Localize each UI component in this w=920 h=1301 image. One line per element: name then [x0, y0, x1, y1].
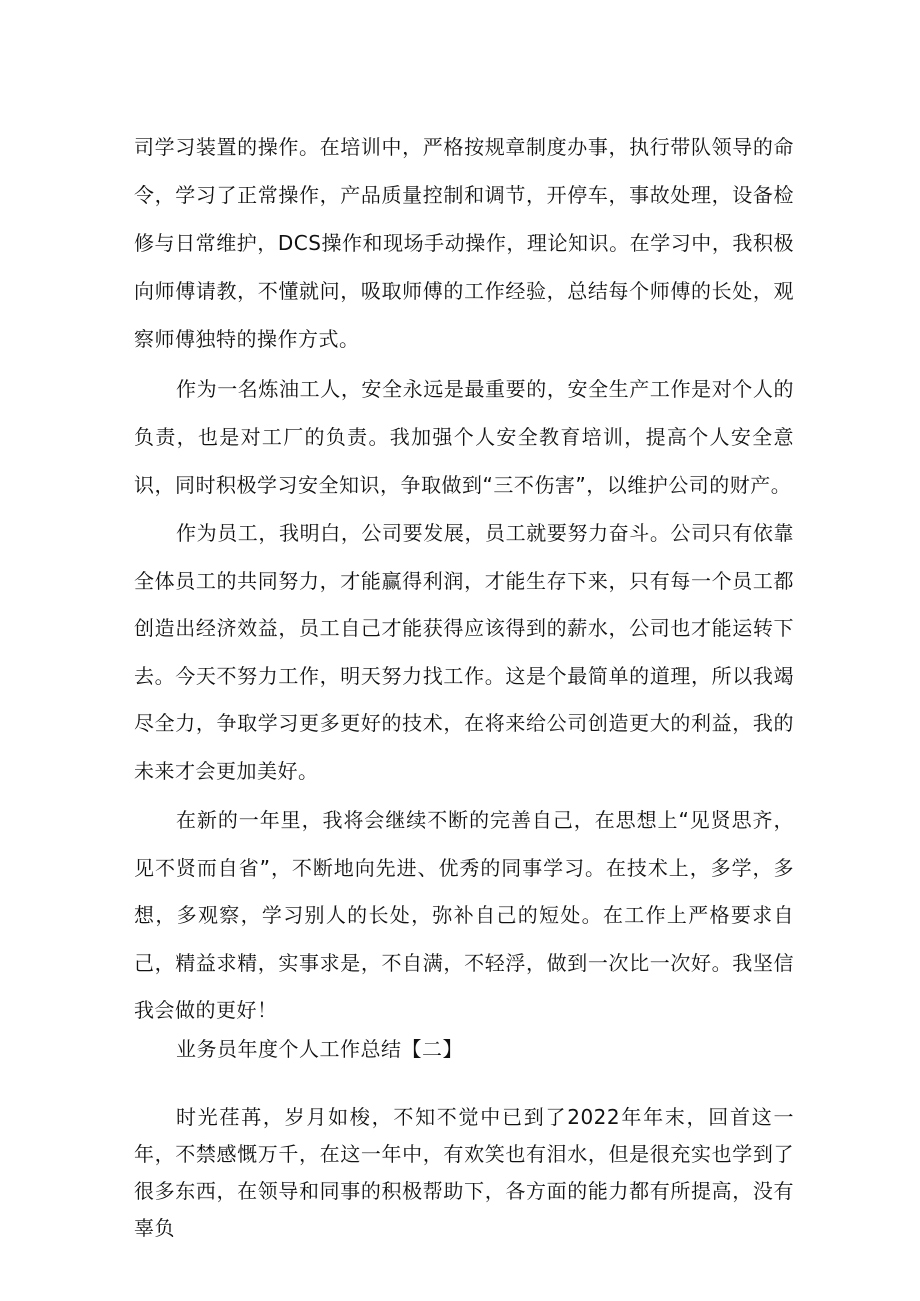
paragraph-text: 时光荏苒，岁月如梭，不知不觉中已到了2022年年末，回首这一年，不禁感慨万千，在这一年中，有欢笑也有泪水，但是很充实也学到了很多东西，在领导和同事的积极帮助下，各方面的能力都有所提高，没有辜负 [134, 1105, 794, 1240]
body-paragraph [134, 123, 794, 363]
body-paragraph [134, 797, 794, 1035]
body-paragraph [134, 510, 794, 795]
paragraph-text: 作为员工，我明白，公司要发展，员工就要努力奋斗。公司只有依靠全体员工的共同努力，才能赢得利润，才能生存下来，只有每一个员工都创造出经济效益，员工自己才能获得应该得到的薪水，公司也才能运转下去。今天不努力工作，明天努力找工作。这是个最简单的道理，所以我竭尽全力，争取学习更多更好的技术，在将来给公司创造更大的利益，我的未来才会更加美好。 [134, 521, 794, 783]
body-paragraph [134, 1099, 794, 1247]
paragraph-text: 司学习装置的操作。在培训中，严格按规章制度办事，执行带队领导的命令，学习了正常操作，产品质量控制和调节，开停车，事故处理，设备检修与日常维护，DCS操作和现场手动操作，理论知识。在学习中，我积极向师傅请教，不懂就问，吸取师傅的工作经验，总结每个师傅的长处，观察师傅独特的操作方式。 [134, 135, 794, 351]
paragraph-text: 作为一名炼油工人，安全永远是最重要的，安全生产工作是对个人的负责，也是对工厂的负责。我加强个人安全教育培训，提高个人安全意识，同时积极学习安全知识，争取做到“三不伤害”，以维护公司的财产。 [134, 377, 794, 497]
body-paragraph [134, 365, 794, 509]
paragraph-text: 在新的一年里，我将会继续不断的完善自己，在思想上“见贤思齐，见不贤而自省”，不断地向先进、优秀的同事学习。在技术上，多学，多想，多观察，学习别人的长处，弥补自己的短处。在工作上严格要求自己，精益求精，实事求是，不自满，不轻浮，做到一次比一次好。我坚信我会做的更好！ [134, 808, 794, 1022]
section-heading-text: 业务员年度个人工作总结【二】 [176, 1037, 463, 1061]
section-heading [134, 1034, 794, 1064]
